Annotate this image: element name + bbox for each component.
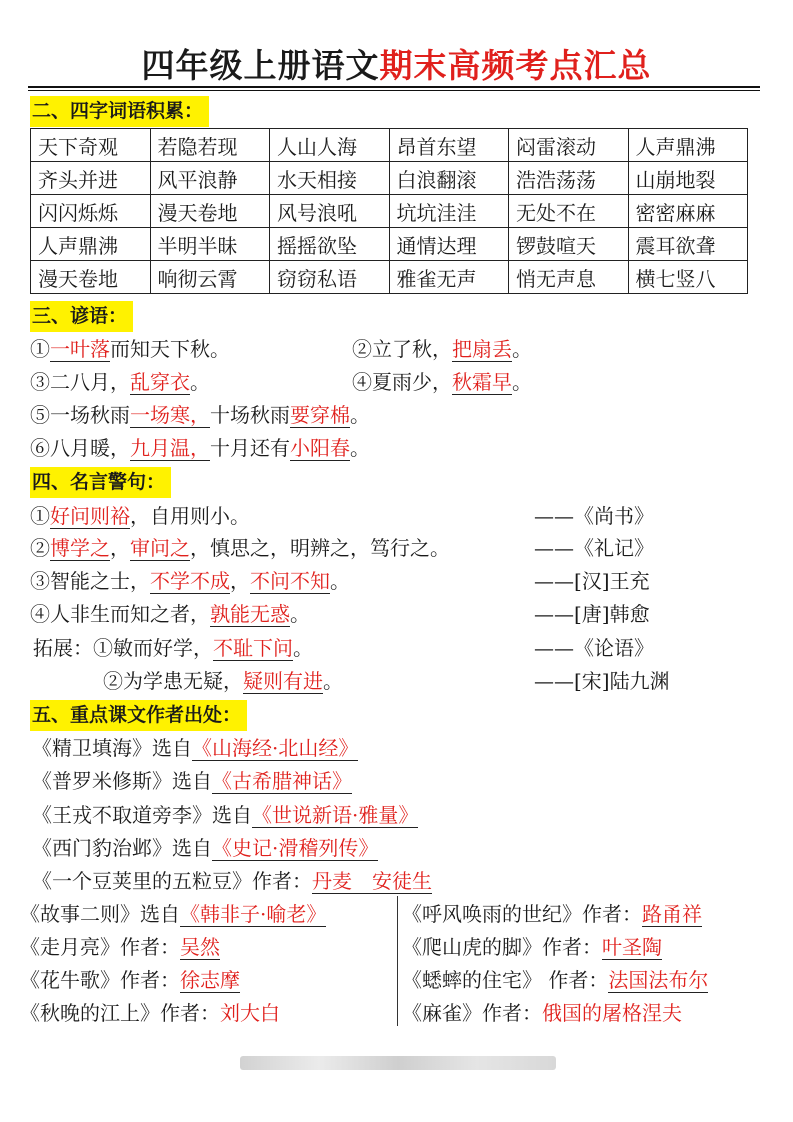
word-cell: 人声鼎沸 xyxy=(31,228,151,261)
word-cell: 人山人海 xyxy=(270,129,390,162)
word-cell: 浩浩荡荡 xyxy=(509,162,629,195)
proverb-6: ⑥八月暖，九月温，十月还有小阳春。 xyxy=(30,436,370,460)
section-heading-proverbs: 三、谚语： xyxy=(30,301,133,332)
section-heading-quotes: 四、名言警句： xyxy=(30,467,171,498)
title-black: 四年级上册语文 xyxy=(141,46,380,85)
word-cell: 通情达理 xyxy=(389,228,509,261)
proverb-4: ④夏雨少，秋霜早。 xyxy=(352,370,532,394)
word-cell: 人声鼎沸 xyxy=(628,129,748,162)
quote-1-source: ——《尚书》 xyxy=(534,504,654,528)
blurred-watermark xyxy=(240,1056,556,1070)
quote-2: ②博学之，审问之，慎思之，明辨之，笃行之。 xyxy=(30,536,450,560)
word-cell: 风平浪静 xyxy=(150,162,270,195)
page-title xyxy=(0,40,793,87)
word-cell: 风号浪吼 xyxy=(270,195,390,228)
table-row xyxy=(31,228,748,261)
word-cell: 山崩地裂 xyxy=(628,162,748,195)
word-cell: 响彻云霄 xyxy=(150,261,270,294)
proverb-2: ②立了秋，把扇丢。 xyxy=(352,337,532,361)
proverb-5: ⑤一场秋雨一场寒，十场秋雨要穿棉。 xyxy=(30,403,370,427)
title-rule-thin xyxy=(28,90,760,91)
word-cell: 无处不在 xyxy=(509,195,629,228)
word-cell: 闷雷滚动 xyxy=(509,129,629,162)
word-cell: 闪闪烁烁 xyxy=(31,195,151,228)
word-cell: 雅雀无声 xyxy=(389,261,509,294)
work-cow-song: 《花牛歌》作者：徐志摩 xyxy=(20,968,240,992)
extension-quote-2: ②为学患无疑，疑则有进。 xyxy=(103,669,343,693)
extension-quote-1: 拓展：①敏而好学，不耻下问。 xyxy=(33,636,313,660)
word-cell: 密密麻麻 xyxy=(628,195,748,228)
word-cell: 半明半昧 xyxy=(150,228,270,261)
table-row xyxy=(31,129,748,162)
word-cell: 昂首东望 xyxy=(389,129,509,162)
proverb-3: ③二八月，乱穿衣。 xyxy=(30,370,210,394)
work-wangrong: 《王戎不取道旁李》选自《世说新语·雅量》 xyxy=(32,803,419,827)
column-divider xyxy=(397,896,398,1026)
work-five-peas: 《一个豆荚里的五粒豆》作者：丹麦 安徒生 xyxy=(32,869,432,893)
quote-3-source: ——[汉]王充 xyxy=(534,569,650,593)
word-cell: 悄无声息 xyxy=(509,261,629,294)
quote-1: ①好问则裕，自用则小。 xyxy=(30,504,250,528)
work-ivy-feet: 《爬山虎的脚》作者：叶圣陶 xyxy=(402,935,662,959)
word-cell: 齐头并进 xyxy=(31,162,151,195)
work-cricket-house: 《蟋蟀的住宅》 作者：法国法布尔 xyxy=(402,968,709,992)
work-ximenbao: 《西门豹治邺》选自《史记·滑稽列传》 xyxy=(32,836,379,860)
work-two-stories: 《故事二则》选自《韩非子·喻老》 xyxy=(20,902,327,926)
word-cell: 漫天卷地 xyxy=(31,261,151,294)
work-prometheus: 《普罗米修斯》选自《古希腊神话》 xyxy=(32,769,352,793)
work-sparrow: 《麻雀》作者：俄国的屠格涅夫 xyxy=(402,1001,682,1025)
proverb-1: ①一叶落而知天下秋。 xyxy=(30,337,230,361)
extension-quote-1-source: ——《论语》 xyxy=(534,636,654,660)
title-red: 期末高频考点汇总 xyxy=(379,46,652,85)
section-heading-works: 五、重点课文作者出处： xyxy=(30,700,247,731)
word-cell: 水天相接 xyxy=(270,162,390,195)
extension-quote-2-source: ——[宋]陆九渊 xyxy=(534,669,670,693)
section-heading-words: 二、四字词语积累： xyxy=(30,96,209,127)
word-cell: 窃窃私语 xyxy=(270,261,390,294)
word-cell: 锣鼓喧天 xyxy=(509,228,629,261)
word-cell: 横七竖八 xyxy=(628,261,748,294)
quote-2-source: ——《礼记》 xyxy=(534,536,654,560)
work-moon-walk: 《走月亮》作者：吴然 xyxy=(20,935,220,959)
four-char-words-table xyxy=(30,128,748,294)
word-cell: 若隐若现 xyxy=(150,129,270,162)
table-row xyxy=(31,261,748,294)
word-cell: 漫天卷地 xyxy=(150,195,270,228)
work-jingwei: 《精卫填海》选自《山海经·北山经》 xyxy=(32,736,359,760)
table-row xyxy=(31,195,748,228)
word-cell: 坑坑洼洼 xyxy=(389,195,509,228)
table-row xyxy=(31,162,748,195)
title-rule-thick xyxy=(28,86,760,88)
word-cell: 白浪翻滚 xyxy=(389,162,509,195)
word-cell: 天下奇观 xyxy=(31,129,151,162)
work-century: 《呼风唤雨的世纪》作者：路甬祥 xyxy=(402,902,702,926)
word-cell: 摇摇欲坠 xyxy=(270,228,390,261)
work-autumn-river: 《秋晚的江上》作者：刘大白 xyxy=(20,1001,280,1025)
quote-4: ④人非生而知之者，孰能无惑。 xyxy=(30,602,310,626)
quote-4-source: ——[唐]韩愈 xyxy=(534,602,650,626)
word-cell: 震耳欲聋 xyxy=(628,228,748,261)
quote-3: ③智能之士，不学不成，不问不知。 xyxy=(30,569,350,593)
